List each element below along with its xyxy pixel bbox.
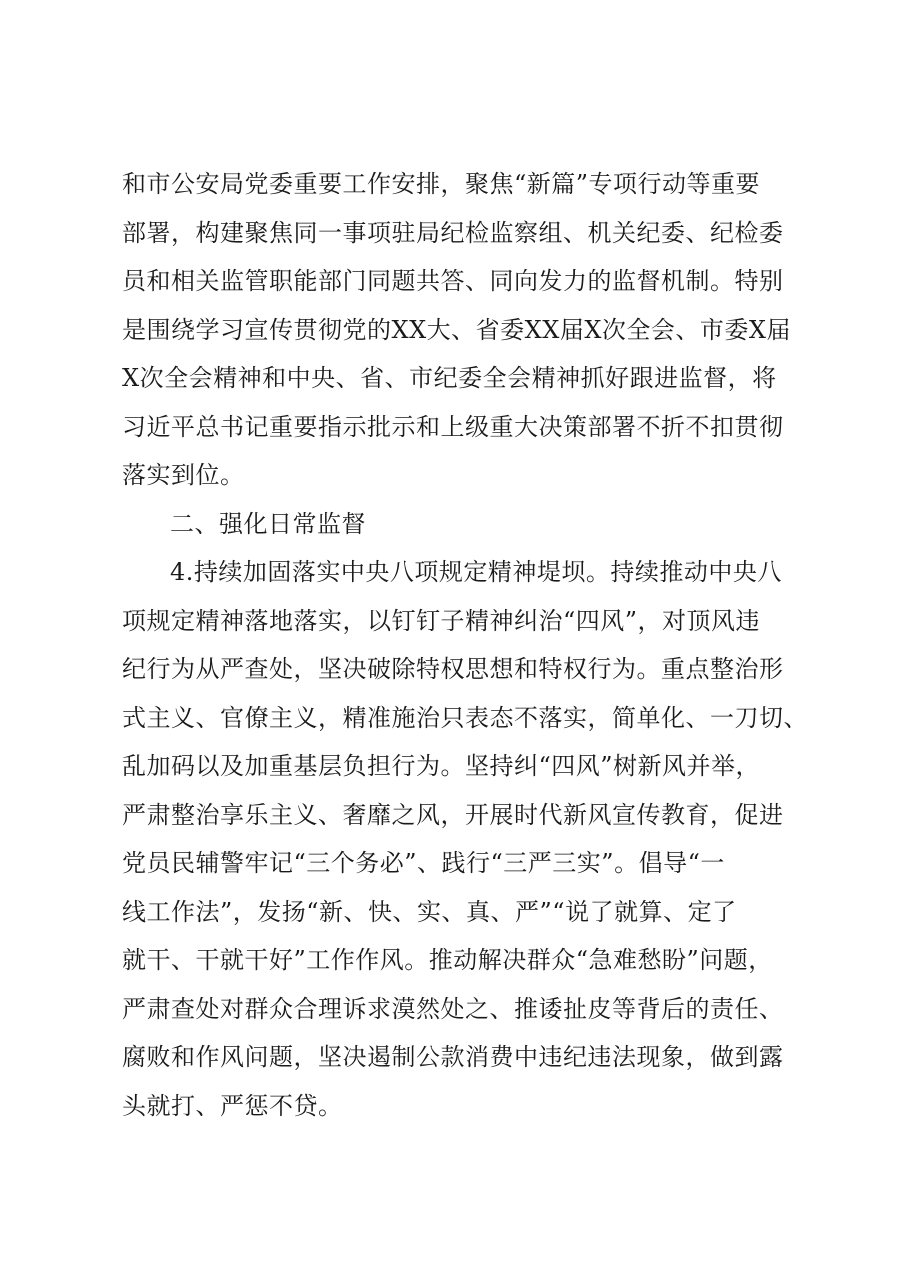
paragraph-line: 是围绕学习宣传贯彻党的XX大、省委XX届X次全会、市委X届 xyxy=(122,315,792,344)
paragraph-line: 式主义、官僚主义，精准施治只表态不落实，简单化、一刀切、 xyxy=(122,703,808,732)
paragraph-line: 党员民辅警牢记“三个务必”、践行“三严三实”。倡导“一 xyxy=(122,849,725,877)
paragraph-line: 4.持续加固落实中央八项规定精神堤坝。持续推动中央八 xyxy=(170,558,782,586)
paragraph-line: 严肃查处对群众合理诉求漠然处之、推诿扯皮等背后的责任、 xyxy=(122,994,784,1023)
paragraph-line: 腐败和作风问题，坚决遏制公款消费中违纪违法现象，做到露 xyxy=(122,1043,784,1071)
paragraph-line: 部署，构建聚焦同一事项驻局纪检监察组、机关纪委、纪检委 xyxy=(122,218,784,247)
paragraph-line: 就干、干就干好”工作作风。推动解决群众“急难愁盼”问题， xyxy=(122,946,773,974)
paragraph-line: 严肃整治享乐主义、奢靡之风，开展时代新风宣传教育，促进 xyxy=(122,800,784,829)
paragraph-line: 员和相关监管职能部门同题共答、同向发力的监督机制。特别 xyxy=(122,267,784,295)
section-heading: 二、强化日常监督 xyxy=(170,509,366,538)
paragraph-line: 头就打、严惩不贷。 xyxy=(122,1091,343,1120)
paragraph-line: 项规定精神落地落实，以钉钉子精神纠治“四风”，对顶风违 xyxy=(122,606,761,635)
paragraph-continued xyxy=(122,160,802,500)
paragraph-line: 纪行为从严查处，坚决破除特权思想和特权行为。重点整治形 xyxy=(122,655,784,683)
paragraph-line: X次全会精神和中央、省、市纪委全会精神抓好跟进监督，将 xyxy=(122,364,777,392)
document-body xyxy=(122,160,808,1130)
paragraph-line: 习近平总书记重要指示批示和上级重大决策部署不折不扣贯彻 xyxy=(122,412,784,441)
paragraph-line: 落实到位。 xyxy=(122,461,245,489)
paragraph-line: 和市公安局党委重要工作安排，聚焦“新篇”专项行动等重要 xyxy=(122,170,761,198)
paragraph-item-4 xyxy=(122,548,808,1130)
paragraph-line: 线工作法”，发扬“新、快、实、真、严”“说了就算、定了 xyxy=(122,897,737,926)
paragraph-line: 乱加码以及加重基层负担行为。坚持纠“四风”树新风并举， xyxy=(122,752,761,780)
